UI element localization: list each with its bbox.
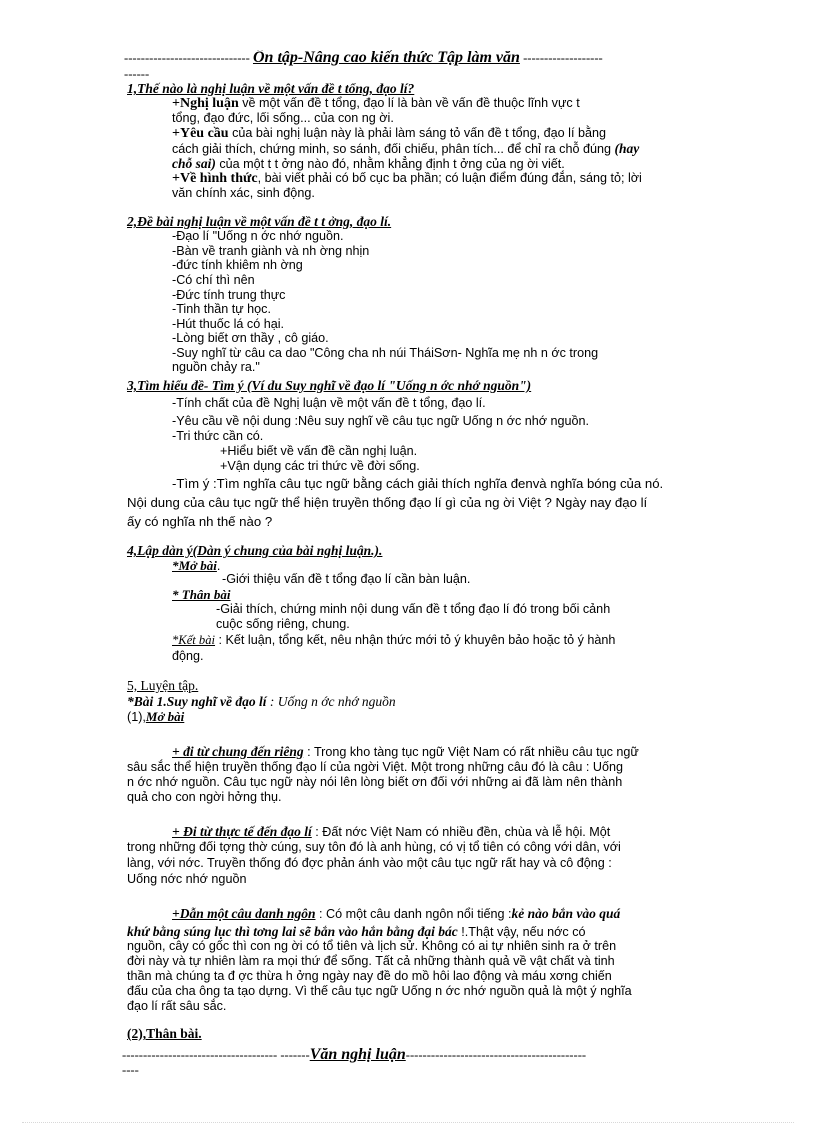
s5-p3-label: +Dẫn một câu danh ngôn [172,906,316,921]
s5-text: : Đất nớc Việt Nam có nhiều đền, chùa và lễ hội. Một [311,825,611,839]
s1-term-2: +Yêu cầu [172,126,229,141]
s5-text: !.Thật vậy, nếu nớc có [457,925,586,939]
s1-text: , bài viết phải có bố cục ba phần; có luận điểm đúng đắn, sáng tỏ; lời [257,171,642,185]
s5-p1-label: + đi từ chung đến riêng [172,744,304,759]
s5-line: Uống nớc nhớ nguồn [127,872,247,886]
s5-mo-bai [127,709,184,725]
s4-than-label: * Thân bài [172,587,231,602]
s5-line: đấu của cha ông ta tạo dựng. Vì thế câu tục ngữ Uống n ớc nhớ nguồn quả là một ý nghĩa [127,984,632,998]
s1-line: tổng, đạo đức, lối sống... của con ng ời. [172,111,394,125]
s5-line: làng, với nớc. Truyền thống đó đợc phản ánh vào một câu tục ngữ rất hay và cô động : [127,856,612,870]
footer-title: Văn nghị luận [309,1047,406,1063]
s3-line: +Hiểu biết về vấn đề cần nghị luận. [220,444,418,458]
page-footer [122,1047,722,1063]
footer-dashes-left: ------------------------------------- ------- [122,1048,310,1062]
s5-exercise [127,694,396,710]
s1-point-2 [172,126,606,141]
list-item: -Bàn về tranh giành và nh ờng nhịn [172,244,370,258]
s5-p2-label: + Đi từ thực tế đến đạo lí [172,824,312,839]
s1-text: về một vấn đề t tổng, đạo lí là bàn về vấn đề thuộc lĩnh vực t [238,96,580,110]
s3-line: Nội dung của câu tục ngữ thể hiện truyền thống đạo lí gì của ng ời Việt ? Ngày nay đạo lí [127,495,648,510]
list-item: -Tinh thần tự học. [172,302,271,316]
s4-line: -Giải thích, chứng minh nội dung vấn đề t tổng đạo lí đó trong bối cảnh [216,602,611,616]
header-dashes-cont: ------ [124,67,150,81]
s5-num: (1), [127,710,146,724]
s1-point-3 [172,171,642,186]
s5-mo-label: Mở bài [145,709,185,724]
s5-line: thần mà chúng ta đ ợc thừa h ởng ngày nay đề do mồ hôi lao động và máu xơng chiến [127,969,612,983]
s5-text: : Có một câu danh ngôn nổi tiếng : [315,907,512,921]
section-2-heading: 2,Đề bài nghị luận về một vấn đề t t ởng, đạo lí. [127,214,392,229]
s1-line [172,156,565,172]
list-item: -Đạo lí "Uống n ớc nhớ nguồn. [172,229,344,243]
s1-text: của bài nghị luận này là phải làm sáng tỏ vấn đề t tổng, đạo lí bằng [228,126,606,140]
s1-text: cách giải thích, chứng minh, so sánh, đối chiếu, phân tích... để chỉ ra chỗ đúng [172,142,615,156]
s3-line: -Tìm ý :Tìm nghĩa câu tục ngữ bằng cách giải thích nghĩa đenvà nghĩa bóng của nó. [172,476,664,491]
s5-text: : Uống n ớc nhớ nguồn [266,694,396,709]
header-dashes-right: ------------------- [523,51,603,65]
section-3-heading: 3,Tìm hiểu đề- Tìm ý (Ví du Suy nghĩ về đạo lí "Uống n ớc nhớ nguồn") [127,378,532,393]
s5-quote: khứ bằng súng lục thì tơng lai sẽ bắn vào hắn bằng đại bác [127,924,458,939]
s5-p3 [172,906,620,922]
s5-line: đời này và tự nhiên làm ra mọi thứ để sống. Tất cả những thành quả về vật chất và tinh [127,954,615,968]
s1-line [172,141,639,157]
s5-line: nguồn, cây có gốc thì con ng ời có tổ tiên và lịch sử. Không có ai tự nhiên sinh ra ở trên [127,939,617,953]
s1-point-1 [172,96,580,111]
s4-ket-bai [172,633,615,648]
list-item: -Hút thuốc lá có hại. [172,317,285,331]
list-item: -đức tính khiêm nh ờng [172,258,303,272]
section-5-heading: 5, Luyện tập. [127,678,199,693]
s4-line: động. [172,649,204,663]
s4-line: cuộc sống riêng, chung. [216,617,350,631]
s1-text: của một t t ởng nào đó, nhằm khẳng định t ởng của ng ời viết. [215,157,565,171]
list-item: -Có chí thì nên [172,273,255,287]
s5-text: : Trong kho tàng tục ngữ Việt Nam có rất nhiều câu tục ngữ [303,745,639,759]
s3-line: -Tri thức cần có. [172,429,264,443]
header-title: Ôn tập-Nâng cao kiến thức Tập làm văn [252,50,520,66]
s5-exercise-label: *Bài 1.Suy nghĩ về đạo lí [127,694,267,709]
list-item: -Đức tính trung thực [172,288,286,302]
s4-line: -Giới thiệu vấn đề t tổng đạo lí cần bàn luận. [222,572,471,586]
s5-line: quả cho con ngời hởng thụ. [127,790,282,804]
s3-line: ấy có nghĩa nh thế nào ? [127,514,273,529]
list-item: -Suy nghĩ từ câu ca dao "Công cha nh núi TháiSơn- Nghĩa mẹ nh n ớc trong [172,346,599,360]
footer-dashes-right: ------------------------------------------- [405,1048,587,1062]
section-1-heading: 1,Thế nào là nghị luận về một vấn đề t tổng, đạo lí? [127,81,415,96]
s1-term-1: +Nghị luận [172,96,239,111]
s1-emph: chỗ sai) [172,156,216,171]
s5-line: đạo lí rất sâu sắc. [127,999,227,1013]
s4-mo-label: *Mở bài [172,558,217,573]
header-dashes-left: ------------------------------ [124,51,250,65]
list-item: nguồn chảy ra." [172,360,260,374]
s5-quote: kẻ nào bắn vào quá [511,906,621,921]
s5-line: n ớc nhớ nguồn. Câu tục ngữ này nói lên lòng biết ơn đối với những ai đã làm nên thành [127,775,623,789]
s3-line: -Tính chất của đề Nghị luận về một vấn đề t tổng, đạo lí. [172,396,486,410]
s4-text: : Kết luận, tổng kết, nêu nhận thức mới tỏ ý khuyên bảo hoặc tỏ ý hành [215,633,616,647]
s5-p2 [172,824,610,840]
section-4-heading: 4,Lập dàn ý(Dàn ý chung của bài nghị luận.). [127,543,383,558]
page-header [124,50,726,66]
s4-ket-label: *Kết bài [172,633,216,647]
s3-line: -Yêu cầu về nội dung :Nêu suy nghĩ về câu tục ngữ Uống n ớc nhớ nguồn. [172,414,590,428]
list-item: -Lòng biết ơn thầy , cô giáo. [172,331,329,345]
s5-p1 [172,744,639,760]
s4-mo-bai [172,558,220,574]
footer-dashes-cont: ---- [122,1063,139,1077]
s3-line: +Vận dụng các tri thức về đời sống. [220,459,420,473]
s5-line: sâu sắc thể hiện truyền thống đạo lí của ngời Việt. Một trong những câu đó là câu : Uống [127,760,624,774]
s5-than-heading: (2),Thân bài. [127,1026,202,1041]
s1-emph: (hay [614,141,640,156]
s5-line: trong những đối tợng thờ cúng, suy tôn đó là anh hùng, có vị tổ tiên có công với dân, với [127,840,621,854]
s4-dot: . [216,559,221,573]
s1-term-3: +Về hình thức [172,171,258,186]
s1-line: văn chính xác, sinh động. [172,186,315,200]
s5-line [127,924,586,940]
